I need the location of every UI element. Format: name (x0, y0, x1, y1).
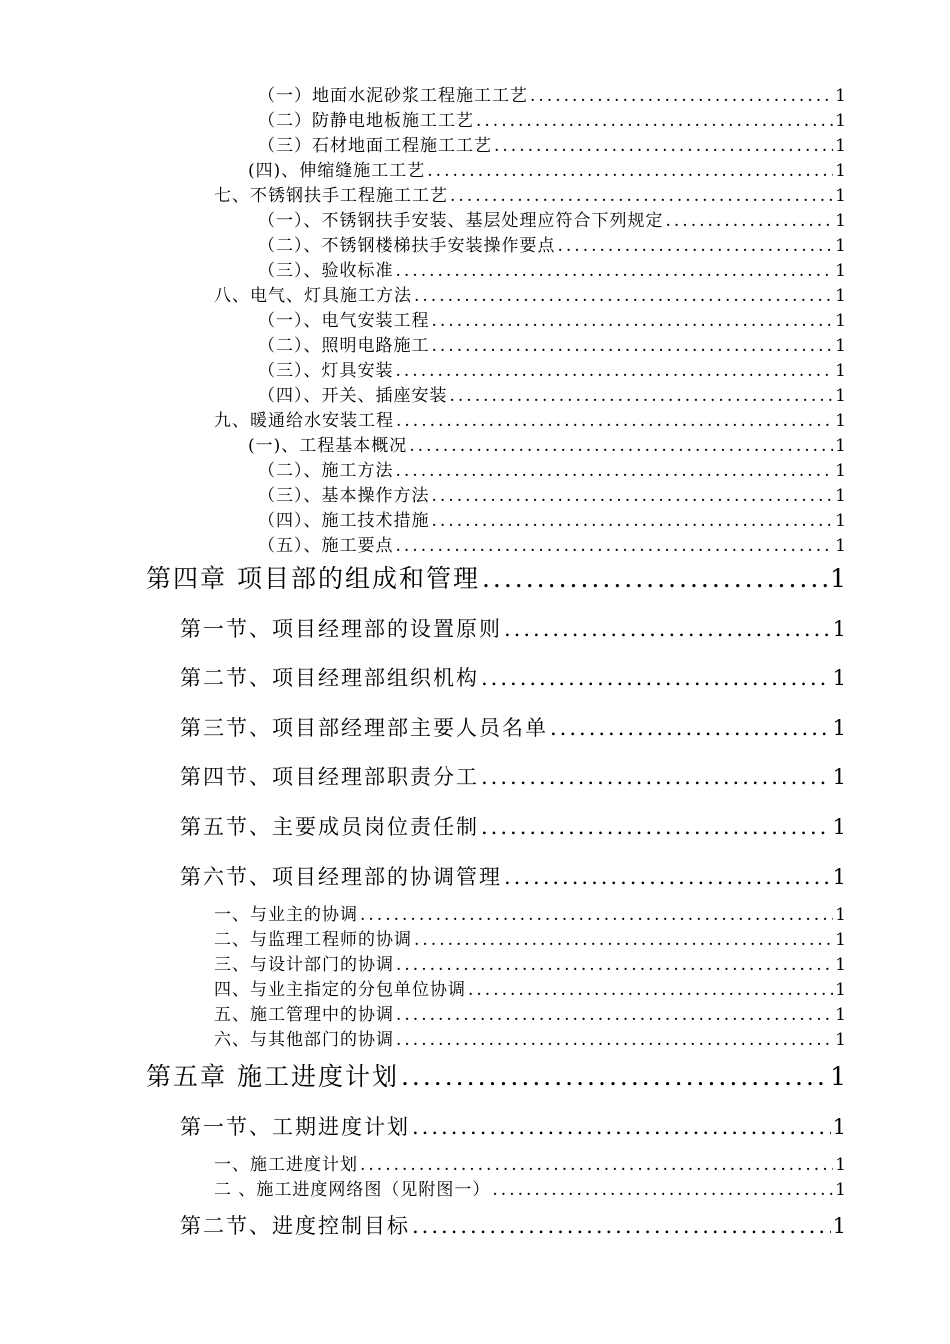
toc-leader-dots (401, 1060, 828, 1094)
toc-entry[interactable] (214, 1153, 846, 1178)
toc-page-number: 1 (835, 211, 846, 231)
toc-entry-title: 第二节、项目经理部组织机构 (180, 666, 479, 690)
toc-entry[interactable] (214, 928, 846, 953)
toc-leader-dots (396, 359, 834, 384)
toc-page-number: 1 (832, 1115, 846, 1139)
toc-entry[interactable] (258, 534, 846, 559)
toc-entry[interactable] (180, 862, 846, 892)
toc-page-number: 1 (835, 905, 846, 925)
toc-page-number: 1 (832, 815, 846, 839)
toc-entry[interactable] (180, 1211, 846, 1241)
toc-entry[interactable] (258, 509, 846, 534)
toc-entry[interactable] (258, 459, 846, 484)
toc-page-number: 1 (832, 617, 846, 641)
toc-page-number: 1 (835, 86, 846, 106)
toc-entry-title: 二、与监理工程师的协调 (214, 930, 412, 950)
toc-entry[interactable] (180, 762, 846, 792)
toc-entry[interactable] (258, 334, 846, 359)
toc-entry-title: 五、施工管理中的协调 (214, 1005, 394, 1025)
toc-leader-dots (558, 234, 834, 259)
toc-entry[interactable] (214, 184, 846, 209)
toc-page-number: 1 (832, 865, 846, 889)
toc-leader-dots (481, 812, 831, 842)
toc-page-number: 1 (835, 111, 846, 131)
toc-entry[interactable] (258, 134, 846, 159)
toc-page-number: 1 (835, 930, 846, 950)
toc-page-number: 1 (835, 486, 846, 506)
toc-entry[interactable] (180, 663, 846, 693)
toc-leader-dots (414, 928, 833, 953)
toc-leader-dots (468, 978, 833, 1003)
toc-leader-dots (360, 1153, 833, 1178)
toc-page-number: 1 (835, 236, 846, 256)
toc-entry[interactable] (146, 562, 846, 596)
toc-leader-dots (396, 459, 834, 484)
toc-entry-title: 第五章 施工进度计划 (146, 1062, 399, 1091)
toc-entry-title: （四）、开关、插座安装 (258, 386, 448, 406)
toc-entry[interactable] (258, 484, 846, 509)
toc-leader-dots (494, 134, 833, 159)
toc-page-number: 1 (832, 1214, 846, 1238)
toc-page-number: 1 (835, 386, 846, 406)
toc-leader-dots (482, 562, 828, 596)
toc-leader-dots (530, 84, 833, 109)
toc-entry-title: （三）、验收标准 (258, 261, 394, 281)
toc-page-number: 1 (835, 436, 846, 456)
toc-entry[interactable] (214, 1178, 846, 1203)
toc-entry[interactable] (214, 903, 846, 928)
toc-leader-dots (396, 409, 833, 434)
toc-entry[interactable] (180, 614, 846, 644)
toc-leader-dots (396, 1003, 833, 1028)
toc-entry-title: （二）、施工方法 (258, 461, 394, 481)
toc-entry-title: （二）、不锈钢楼梯扶手安装操作要点 (258, 236, 556, 256)
toc-leader-dots (492, 1178, 833, 1203)
toc-entry[interactable] (180, 812, 846, 842)
toc-page-number: 1 (835, 1180, 846, 1200)
toc-entry[interactable] (258, 234, 846, 259)
toc-entry-title: 第一节、项目经理部的设置原则 (180, 617, 502, 641)
toc-leader-dots (481, 663, 831, 693)
toc-page-number: 1 (835, 536, 846, 556)
toc-entry-title: 第六节、项目经理部的协调管理 (180, 865, 502, 889)
toc-entry-title: (四)、伸缩缝施工工艺 (248, 161, 426, 181)
toc-leader-dots (360, 903, 833, 928)
toc-page-number: 1 (835, 1030, 846, 1050)
toc-entry-title: 第二节、进度控制目标 (180, 1214, 410, 1238)
toc-entry[interactable] (258, 359, 846, 384)
toc-entry[interactable] (214, 1003, 846, 1028)
toc-entry-title: 四、与业主指定的分包单位协调 (214, 980, 466, 1000)
toc-page-number: 1 (835, 1005, 846, 1025)
toc-entry-title: 一、施工进度计划 (214, 1155, 358, 1175)
toc-entry-title: 第三节、项目部经理部主要人员名单 (180, 716, 548, 740)
toc-page-number: 1 (835, 361, 846, 381)
toc-entry-title: （一）地面水泥砂浆工程施工工艺 (258, 86, 528, 106)
toc-leader-dots (476, 109, 833, 134)
toc-page-number: 1 (835, 461, 846, 481)
toc-entry-title: （四）、施工技术措施 (258, 511, 430, 531)
toc-page-number: 1 (830, 1062, 846, 1091)
toc-entry[interactable] (258, 309, 846, 334)
toc-leader-dots (414, 284, 833, 309)
toc-entry-title: （二）、照明电路施工 (258, 336, 430, 356)
toc-page-number: 1 (835, 336, 846, 356)
toc-entry-title: 九、暖通给水安装工程 (214, 411, 394, 431)
toc-entry-title: （三）石材地面工程施工工艺 (258, 136, 492, 156)
toc-entry[interactable] (258, 384, 846, 409)
toc-page-number: 1 (830, 564, 846, 593)
toc-entry[interactable] (180, 713, 846, 743)
toc-entry[interactable] (146, 1060, 846, 1094)
toc-entry-title: 第一节、工期进度计划 (180, 1115, 410, 1139)
toc-entry-title: 第四节、项目经理部职责分工 (180, 765, 479, 789)
toc-page-number: 1 (832, 716, 846, 740)
toc-leader-dots (481, 762, 831, 792)
toc-entry-title: （一）、电气安装工程 (258, 311, 430, 331)
toc-page-number: 1 (832, 666, 846, 690)
toc-leader-dots (427, 159, 833, 184)
toc-page-number: 1 (835, 511, 846, 531)
toc-entry[interactable] (248, 434, 846, 459)
toc-entry-title: 二 、施工进度网络图（见附图一） (214, 1180, 491, 1200)
toc-leader-dots (450, 384, 834, 409)
toc-entry[interactable] (214, 1028, 846, 1053)
toc-page-number: 1 (835, 980, 846, 1000)
toc-leader-dots (432, 484, 834, 509)
toc-leader-dots (432, 334, 834, 359)
toc-entry[interactable] (214, 953, 846, 978)
toc-page-number: 1 (835, 955, 846, 975)
toc-leader-dots (412, 1112, 831, 1142)
toc-entry[interactable] (214, 284, 846, 309)
toc-page-number: 1 (835, 186, 846, 206)
toc-entry-title: （三）、基本操作方法 (258, 486, 430, 506)
toc-leader-dots (504, 614, 831, 644)
toc-entry[interactable] (180, 1112, 846, 1142)
toc-entry[interactable] (258, 109, 846, 134)
toc-leader-dots (504, 862, 831, 892)
toc-page-number: 1 (835, 311, 846, 331)
toc-entry[interactable] (214, 978, 846, 1003)
toc-page-number: 1 (835, 136, 846, 156)
toc-entry[interactable] (258, 209, 846, 234)
toc-entry-title: 三、与设计部门的协调 (214, 955, 394, 975)
toc-entry[interactable] (248, 159, 846, 184)
toc-entry-title: 第五节、主要成员岗位责任制 (180, 815, 479, 839)
toc-entry-title: 第四章 项目部的组成和管理 (146, 564, 480, 593)
toc-entry[interactable] (214, 409, 846, 434)
toc-entry[interactable] (258, 84, 846, 109)
toc-entry-title: （五）、施工要点 (258, 536, 394, 556)
toc-entry-title: 一、与业主的协调 (214, 905, 358, 925)
toc-entry-title: （二）防静电地板施工工艺 (258, 111, 474, 131)
toc-entry-title: （三）、灯具安装 (258, 361, 394, 381)
toc-entry-title: 七、不锈钢扶手工程施工工艺 (214, 186, 448, 206)
toc-leader-dots (432, 509, 834, 534)
toc-page-number: 1 (832, 765, 846, 789)
toc-entry-title: (一)、工程基本概况 (248, 436, 408, 456)
toc-leader-dots (450, 184, 833, 209)
toc-entry[interactable] (258, 259, 846, 284)
toc-page-number: 1 (835, 411, 846, 431)
toc-entry-title: 六、与其他部门的协调 (214, 1030, 394, 1050)
toc-leader-dots (412, 1211, 831, 1241)
toc-leader-dots (550, 713, 831, 743)
toc-leader-dots (396, 953, 833, 978)
toc-leader-dots (432, 309, 834, 334)
toc-page-number: 1 (835, 261, 846, 281)
toc-leader-dots (396, 259, 834, 284)
toc-entry-title: 八、电气、灯具施工方法 (214, 286, 412, 306)
toc-leader-dots (396, 534, 834, 559)
toc-leader-dots (396, 1028, 833, 1053)
toc-page-number: 1 (835, 161, 846, 181)
toc-page-number: 1 (835, 286, 846, 306)
toc-leader-dots (666, 209, 834, 234)
toc-leader-dots (409, 434, 833, 459)
toc-entry-title: （一）、不锈钢扶手安装、基层处理应符合下列规定 (258, 211, 664, 231)
toc-page-number: 1 (835, 1155, 846, 1175)
